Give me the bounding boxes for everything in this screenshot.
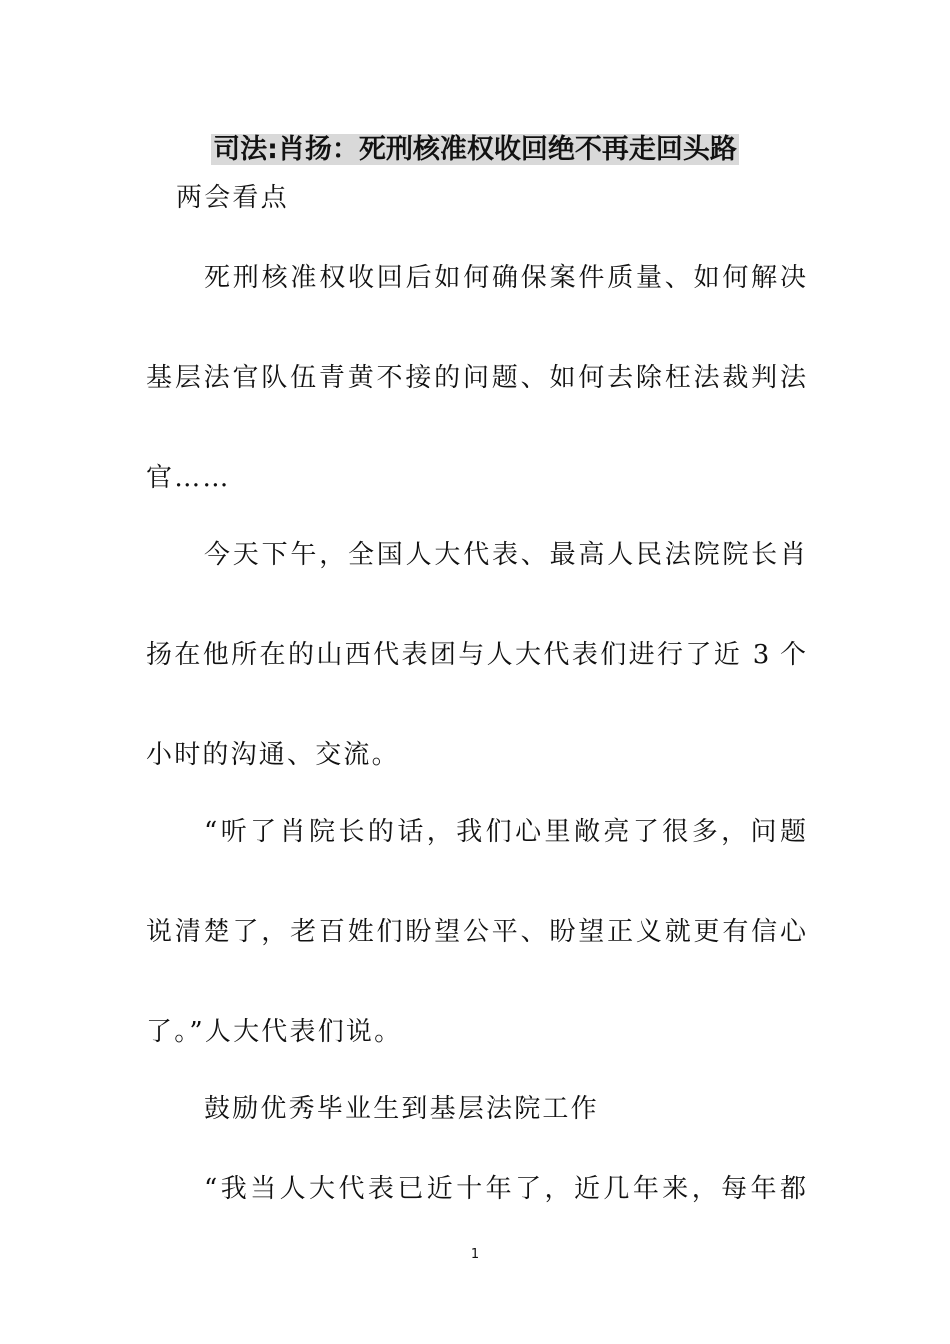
paragraph-line: 扬在他所在的山西代表团与人大代表们进行了近 3 个	[146, 640, 806, 670]
paragraph-line: 官……	[146, 463, 231, 493]
section-heading: 鼓励优秀毕业生到基层法院工作	[204, 1094, 599, 1124]
page-number: 1	[470, 1247, 480, 1262]
paragraph-line: 今天下午，全国人大代表、最高人民法院院长肖	[204, 540, 806, 570]
document-title-text: 司法:肖扬：死刑核准权收回绝不再走回头路	[213, 134, 737, 165]
paragraph-line: “我当人大代表已近十年了，近几年来，每年都	[204, 1174, 806, 1204]
paragraph-line: 了。”人大代表们说。	[146, 1017, 403, 1047]
paragraph-line: 说清楚了，老百姓们盼望公平、盼望正义就更有信心	[146, 917, 806, 947]
paragraph-line: 小时的沟通、交流。	[146, 740, 400, 770]
paragraph-line: 基层法官队伍青黄不接的问题、如何去除枉法裁判法	[146, 363, 806, 393]
document-title	[0, 130, 950, 170]
section-label: 两会看点	[176, 183, 289, 213]
paragraph-line: 死刑核准权收回后如何确保案件质量、如何解决	[204, 263, 806, 293]
paragraph-line: “听了肖院长的话，我们心里敞亮了很多，问题	[204, 817, 806, 847]
